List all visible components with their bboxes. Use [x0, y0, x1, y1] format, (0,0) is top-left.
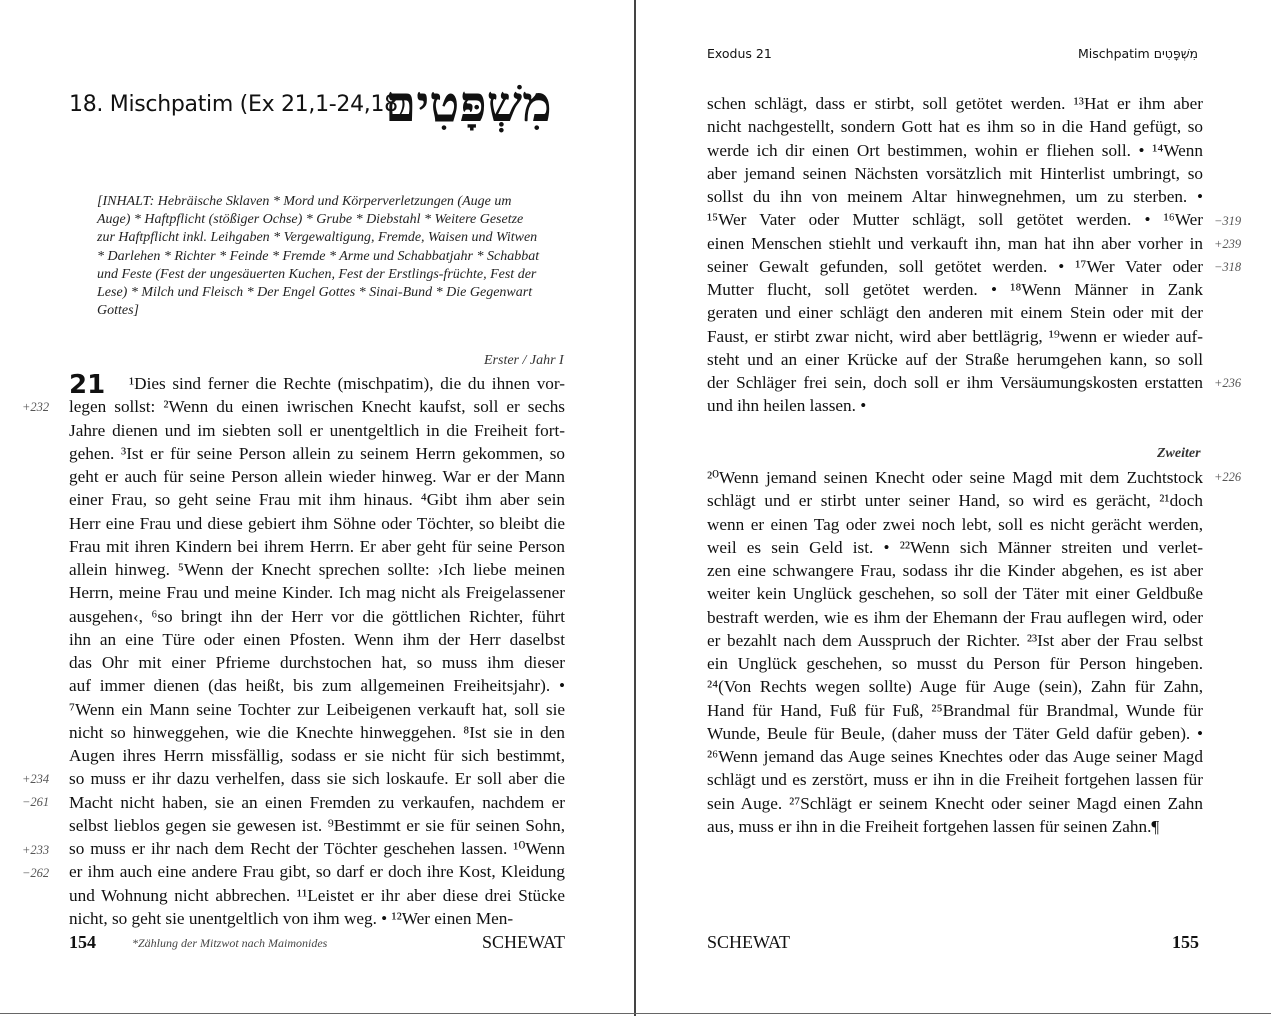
text-line: schlägt und es zerstört, muss er ihn in die Freiheit fortgehen lassen für	[707, 770, 1203, 790]
text-line: und ihn heilen lassen. •	[707, 396, 867, 416]
hebrew-title: מִשְׁפָּטִים	[385, 74, 552, 133]
text-line: ⁷Wenn ein Mann seine Tochter zur Leibeigenen verkauft hat, soll sie	[69, 699, 565, 719]
text-line: so muss er ihr dazu verhelfen, dass sie sich loskaufe. Er soll aber die	[69, 769, 565, 789]
text-line: und Wohnung nicht abbrechen. ¹¹Leistet er ihr aber diese drei Stücke	[69, 885, 565, 905]
text-line: das Ohr mit einer Pfrieme durchstochen hat, so muss ihm dieser	[69, 653, 565, 672]
margin-number: −319	[1214, 214, 1242, 228]
text-line: ²⁶Wenn jemand das Auge seines Knechtes oder das Auge seiner Magd	[707, 747, 1203, 766]
text-line: Herr eine Frau und diese gebiert ihm Söhne oder Töchter, so bleibt die	[69, 513, 565, 533]
text-line: einen Menschen stiehlt und verkauft ihn, man hat ihn aber vorher in	[707, 233, 1203, 253]
text-line: nicht so hinweggehen, wie die Knechte hinweggehen. ⁸Ist sie in den	[69, 722, 565, 742]
month-footer-right: SCHEWAT	[707, 932, 791, 952]
reading-label-first: Erster / Jahr I	[484, 353, 564, 368]
text-line: allein hinweg. ⁵Wenn der Knecht sprechen sollte: ›Ich liebe meinen	[69, 560, 565, 579]
text-line: der Schläger frei sein, doch soll er ihm Versäumungskosten erstatten	[707, 373, 1203, 392]
text-line: Jahre dienen und im siebten soll er unentgeltlich in die Freiheit fort-	[69, 420, 565, 440]
text-line: Frau mit ihren Kindern bei ihrem Herrn. Er aber geht für seine Person	[69, 536, 565, 556]
margin-number: −318	[1214, 260, 1242, 274]
text-line: Herrn, meine Frau und meine Kinder. Ich mag nicht als Freigelassener	[69, 583, 565, 603]
text-line: legen sollst: ²Wenn du einen iwrischen Knecht kaufst, soll er sechs	[69, 397, 565, 417]
page-number-right: 155	[1172, 932, 1199, 952]
text-line: zen eine schwangere Frau, sodass ihr die Kinder abgehen, es ist aber	[707, 561, 1203, 580]
text-line: weiter kein Unglück geschehen, so soll der Täter mit einer Geldbuße	[707, 584, 1203, 604]
margin-number: −262	[22, 866, 50, 880]
text-line: wenn er einen Tag oder zwei noch lebt, soll es nicht gerächt werden,	[707, 514, 1203, 534]
text-line: auf immer dienen (das heißt, bis zum allgemeinen Freiheitsjahr). •	[69, 676, 565, 696]
text-line: Macht nicht haben, sie an einen Fremden zu verkaufen, nachdem er	[69, 792, 565, 812]
text-line: werde ich dir einen Ort bestimmen, wohin er fliehen soll. • ¹⁴Wenn	[707, 140, 1203, 160]
text-line: er ihm auch eine andere Frau gibt, so darf er doch ihre Kost, Kleidung	[69, 862, 565, 882]
running-header-right: Mischpatim מִשְׁפָּטִים	[1078, 46, 1199, 61]
text-line: Wunde, Beule für Beule, (daher muss der Täter Geld dafür geben). •	[707, 723, 1203, 743]
text-line: Hand für Hand, Fuß für Fuß, ²⁵Brandmal für Brandmal, Wunde für	[707, 700, 1203, 720]
text-line: ¹⁵Wer Vater oder Mutter schlägt, soll getötet werden. • ¹⁶Wer	[707, 210, 1203, 230]
margin-number: +233	[22, 843, 50, 857]
text-line: Mutter flucht, soll getötet werden. • ¹⁸Wenn Männer in Zank	[707, 280, 1203, 299]
text-line: ²⁴(Von Rechts wegen sollte) Auge für Auge (sein), Zahn für Zahn,	[707, 677, 1203, 697]
text-line: ausgehen‹, ⁶so bringt ihn der Herr vor die göttlichen Richter, führt	[69, 606, 565, 626]
margin-number: +239	[1214, 237, 1242, 251]
text-line: nicht, so geht sie unentgeltlich von ihm weg. • ¹²Wer einen Men-	[69, 908, 514, 928]
margin-number: +232	[22, 400, 50, 414]
text-line: steht und an einer Krücke auf der Straße herumgehen kann, so soll	[707, 349, 1203, 369]
text-line: er bezahlt nach dem Ausspruch der Richter. ²³Ist aber der Frau selbst	[707, 630, 1203, 650]
margin-number: +226	[1214, 470, 1242, 484]
bottom-rule	[0, 1013, 1271, 1014]
margin-number: −261	[22, 795, 50, 809]
text-line: nicht nachgestellt, sondern Gott hat es ihm so in die Hand gefügt, so	[707, 117, 1203, 137]
summary-block: [INHALT: Hebräische Sklaven * Mord und Körperverletzungen (Auge um Auge) * Haftpflicht (stößiger Ochse) * Grube * Diebstahl * Weitere Gesetze zur Haftpflicht inkl. Leihgaben * Vergewaltigung, Fremde, Waisen und Witwen * Darlehen * Richter * Feinde * Fremde * Arme und Schabbatjahr * Schabbat und Feste (Fest der ungesäuerten Kuchen, Fest der Erstlings-früchte, Fest der Lese) * Milch und Fleisch * Der Engel Gottes * Sinai-Bund * Die Gegenwart Gottes]	[97, 194, 540, 319]
text-line: ein Unglück geschehen, so musst du Person für Person hingeben.	[707, 654, 1203, 673]
text-line: schlägt und er stirbt unter seiner Hand, so wird es gerächt, ²¹doch	[707, 491, 1203, 511]
text-line: ihn an eine Türe oder einen Pfosten. Wenn ihm der Herr daselbst	[69, 629, 565, 649]
chapter-number: 21	[69, 370, 106, 400]
text-line: sollst du ihn von meinem Altar hinwegnehmen, um zu sterben. •	[707, 187, 1203, 206]
text-line: sein Auge. ²⁷Schlägt er seinem Knecht oder seiner Magd einen Zahn	[707, 793, 1203, 813]
text-line: seiner Gewalt gefunden, soll getötet werden. • ¹⁷Wer Vater oder	[707, 256, 1203, 276]
text-line: ¹Dies sind ferner die Rechte (mischpatim), die du ihnen vor-	[129, 374, 565, 393]
month-footer-left: SCHEWAT	[482, 932, 566, 952]
text-line: gehen. ³Ist er für seine Person allein zu seinem Herrn gekommen, so	[69, 443, 565, 463]
book-gutter	[634, 0, 636, 1016]
text-line: so muss er ihr nach dem Recht der Töchter geschehen lassen. ¹⁰Wenn	[69, 839, 565, 858]
reading-label-second: Zweiter	[1157, 446, 1201, 461]
text-line: aus, muss er ihn in die Freiheit fortgehen lassen für seinen Zahn.¶	[707, 816, 1160, 836]
page-number-left: 154	[69, 932, 96, 952]
text-line: einer Frau, so geht seine Frau mit ihm hinaus. ⁴Gibt ihm aber sein	[69, 490, 565, 510]
text-line: Augen ihres Herrn missfällig, sodass er sie nicht für sich bestimmt,	[69, 746, 565, 765]
margin-number: +234	[22, 772, 50, 786]
footnote: *Zählung der Mitzwot nach Maimonides	[132, 936, 328, 950]
text-line: Faust, er stirbt zwar nicht, wird aber bettlägrig, ¹⁹wenn er wieder auf-	[707, 326, 1203, 346]
text-line: geht er auch für seine Person allein wieder hinweg. War er der Mann	[69, 467, 565, 486]
chapter-title: 18. Mischpatim (Ex 21,1-24,18)	[69, 92, 407, 117]
text-line: ²⁰Wenn jemand seinen Knecht oder seine Magd mit dem Zuchtstock	[707, 468, 1203, 487]
text-line: selbst lieblos gegen sie gewesen ist. ⁹Bestimmt er sie für seinen Sohn,	[69, 815, 565, 835]
text-line: schen schlägt, dass er stirbt, soll getötet werden. ¹³Hat er ihm aber	[707, 94, 1203, 113]
margin-number: +236	[1214, 376, 1242, 390]
text-line: weil es sein Geld ist. • ²²Wenn sich Männer streiten und verlet-	[707, 537, 1203, 557]
text-line: aber jemand seinen Nächsten vorsätzlich mit Hinterlist umbringt, so	[707, 163, 1203, 183]
running-header-left: Exodus 21	[707, 46, 772, 61]
text-line: bestraft werden, wie es ihm der Ehemann der Frau auflegen wird, oder	[707, 607, 1203, 627]
text-line: geraten und einer schlägt den anderen mit einem Stein oder mit der	[707, 303, 1203, 323]
